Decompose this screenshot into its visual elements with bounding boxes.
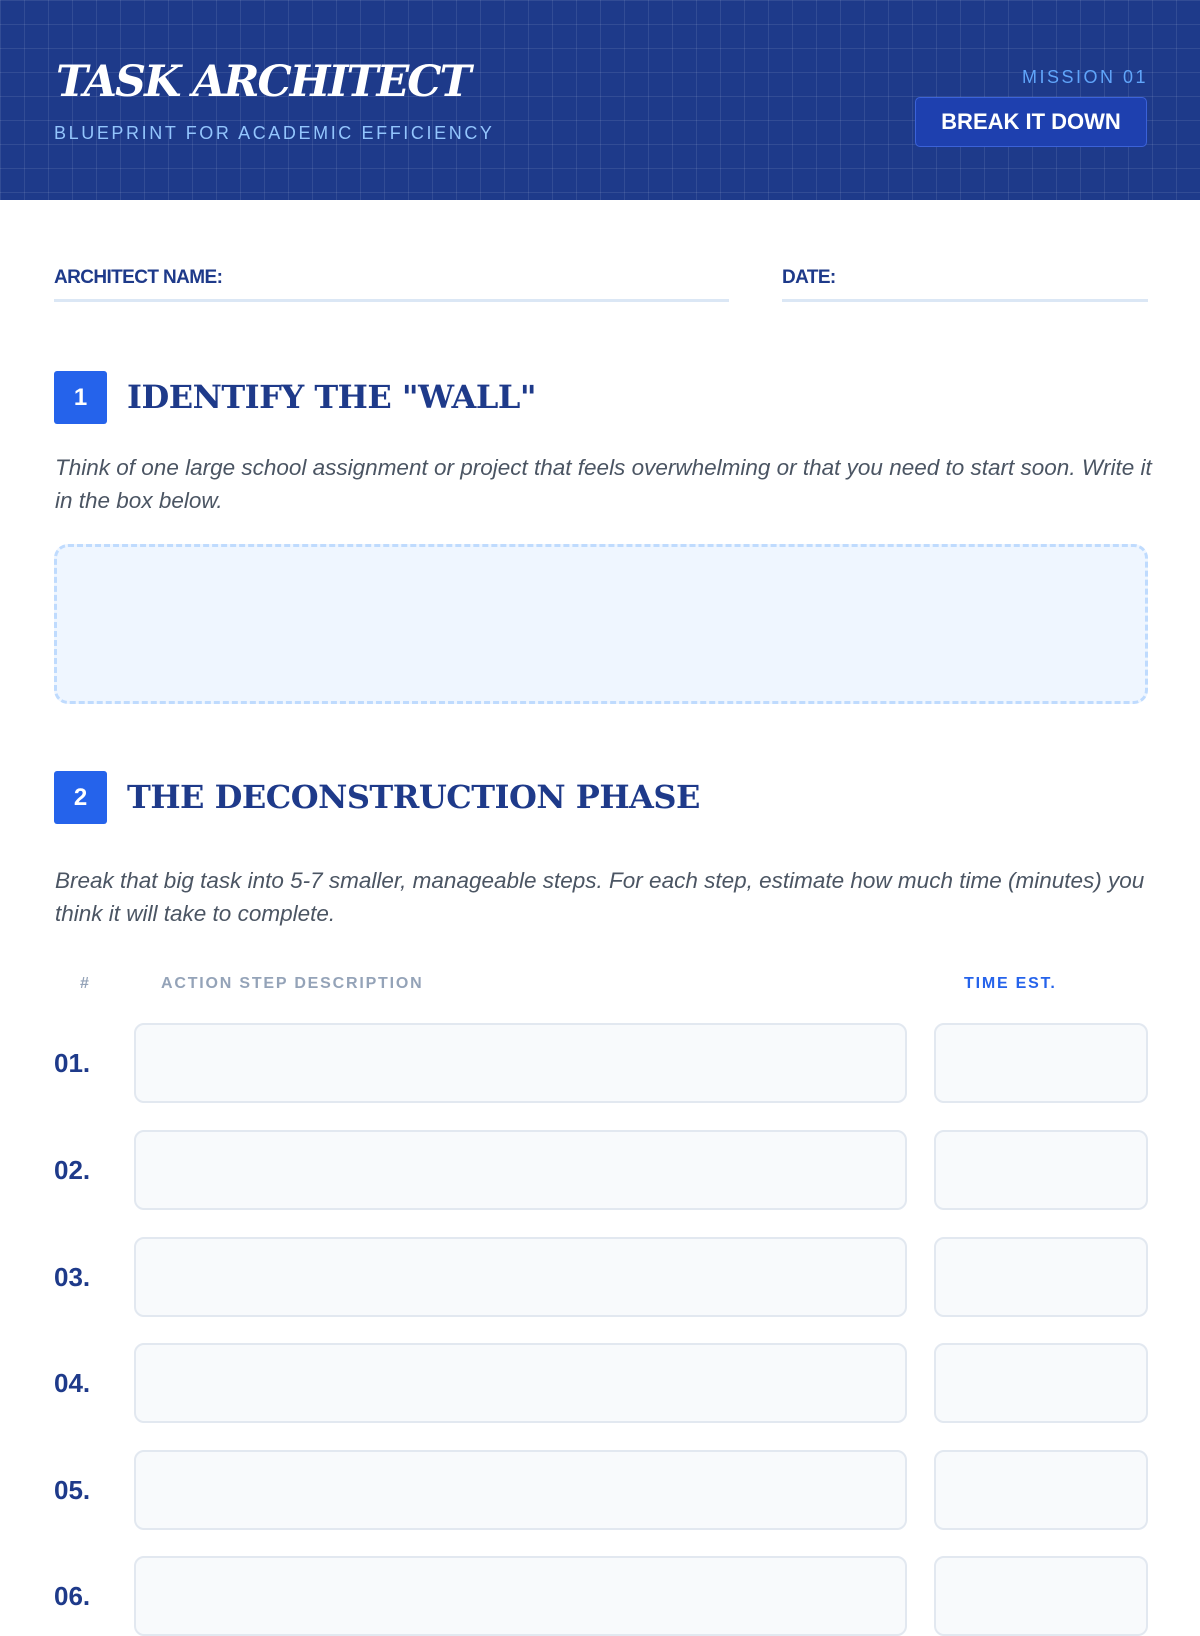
step-description-input[interactable]: [134, 1343, 907, 1423]
step-row: [0, 1023, 1200, 1103]
column-header-time: TIME EST.: [964, 975, 1057, 992]
step-row: [0, 1343, 1200, 1423]
step-row: [0, 1237, 1200, 1317]
mission-label: MISSION 01: [1021, 67, 1148, 87]
step-row: [0, 1556, 1200, 1636]
step-description-input[interactable]: [134, 1237, 907, 1317]
step-time-input[interactable]: [934, 1343, 1148, 1423]
section-1-title: IDENTIFY THE "WALL": [127, 378, 536, 416]
step-description-input[interactable]: [134, 1130, 907, 1210]
step-row: [0, 1130, 1200, 1210]
architect-name-field[interactable]: [54, 266, 729, 302]
app-title: TASK ARCHITECT: [56, 57, 470, 107]
date-field[interactable]: [782, 266, 1148, 302]
column-header-number: #: [80, 975, 91, 992]
step-number: 04.: [54, 1367, 91, 1398]
step-time-input[interactable]: [934, 1450, 1148, 1530]
page-header: [0, 0, 1200, 200]
step-number: 05.: [54, 1474, 91, 1505]
section-2-title: THE DECONSTRUCTION PHASE: [127, 778, 700, 816]
section-2-badge: 2: [54, 771, 107, 824]
step-description-input[interactable]: [134, 1450, 907, 1530]
step-time-input[interactable]: [934, 1130, 1148, 1210]
wall-input-box[interactable]: [54, 544, 1148, 704]
step-description-input[interactable]: [134, 1023, 907, 1103]
architect-name-label: ARCHITECT NAME:: [54, 267, 223, 288]
app-subtitle: BLUEPRINT FOR ACADEMIC EFFICIENCY: [54, 123, 495, 143]
step-time-input[interactable]: [934, 1023, 1148, 1103]
column-header-description: ACTION STEP DESCRIPTION: [161, 975, 424, 992]
date-label: DATE:: [782, 267, 836, 288]
step-row: [0, 1450, 1200, 1530]
step-number: 02.: [54, 1154, 91, 1185]
step-time-input[interactable]: [934, 1556, 1148, 1636]
section-2-instructions: Break that big task into 5-7 smaller, manageable steps. For each step, estimate how much time (minutes) you think it will take to complete.: [55, 868, 1145, 926]
step-time-input[interactable]: [934, 1237, 1148, 1317]
step-number: 01.: [54, 1047, 91, 1078]
step-description-input[interactable]: [134, 1556, 907, 1636]
break-it-down-button[interactable]: BREAK IT DOWN: [915, 97, 1147, 147]
section-1-badge: 1: [54, 371, 107, 424]
step-number: 03.: [54, 1261, 91, 1292]
section-1-instructions: Think of one large school assignment or project that feels overwhelming or that you need to start soon. Write it in the box below.: [55, 455, 1152, 513]
step-number: 06.: [54, 1580, 91, 1611]
